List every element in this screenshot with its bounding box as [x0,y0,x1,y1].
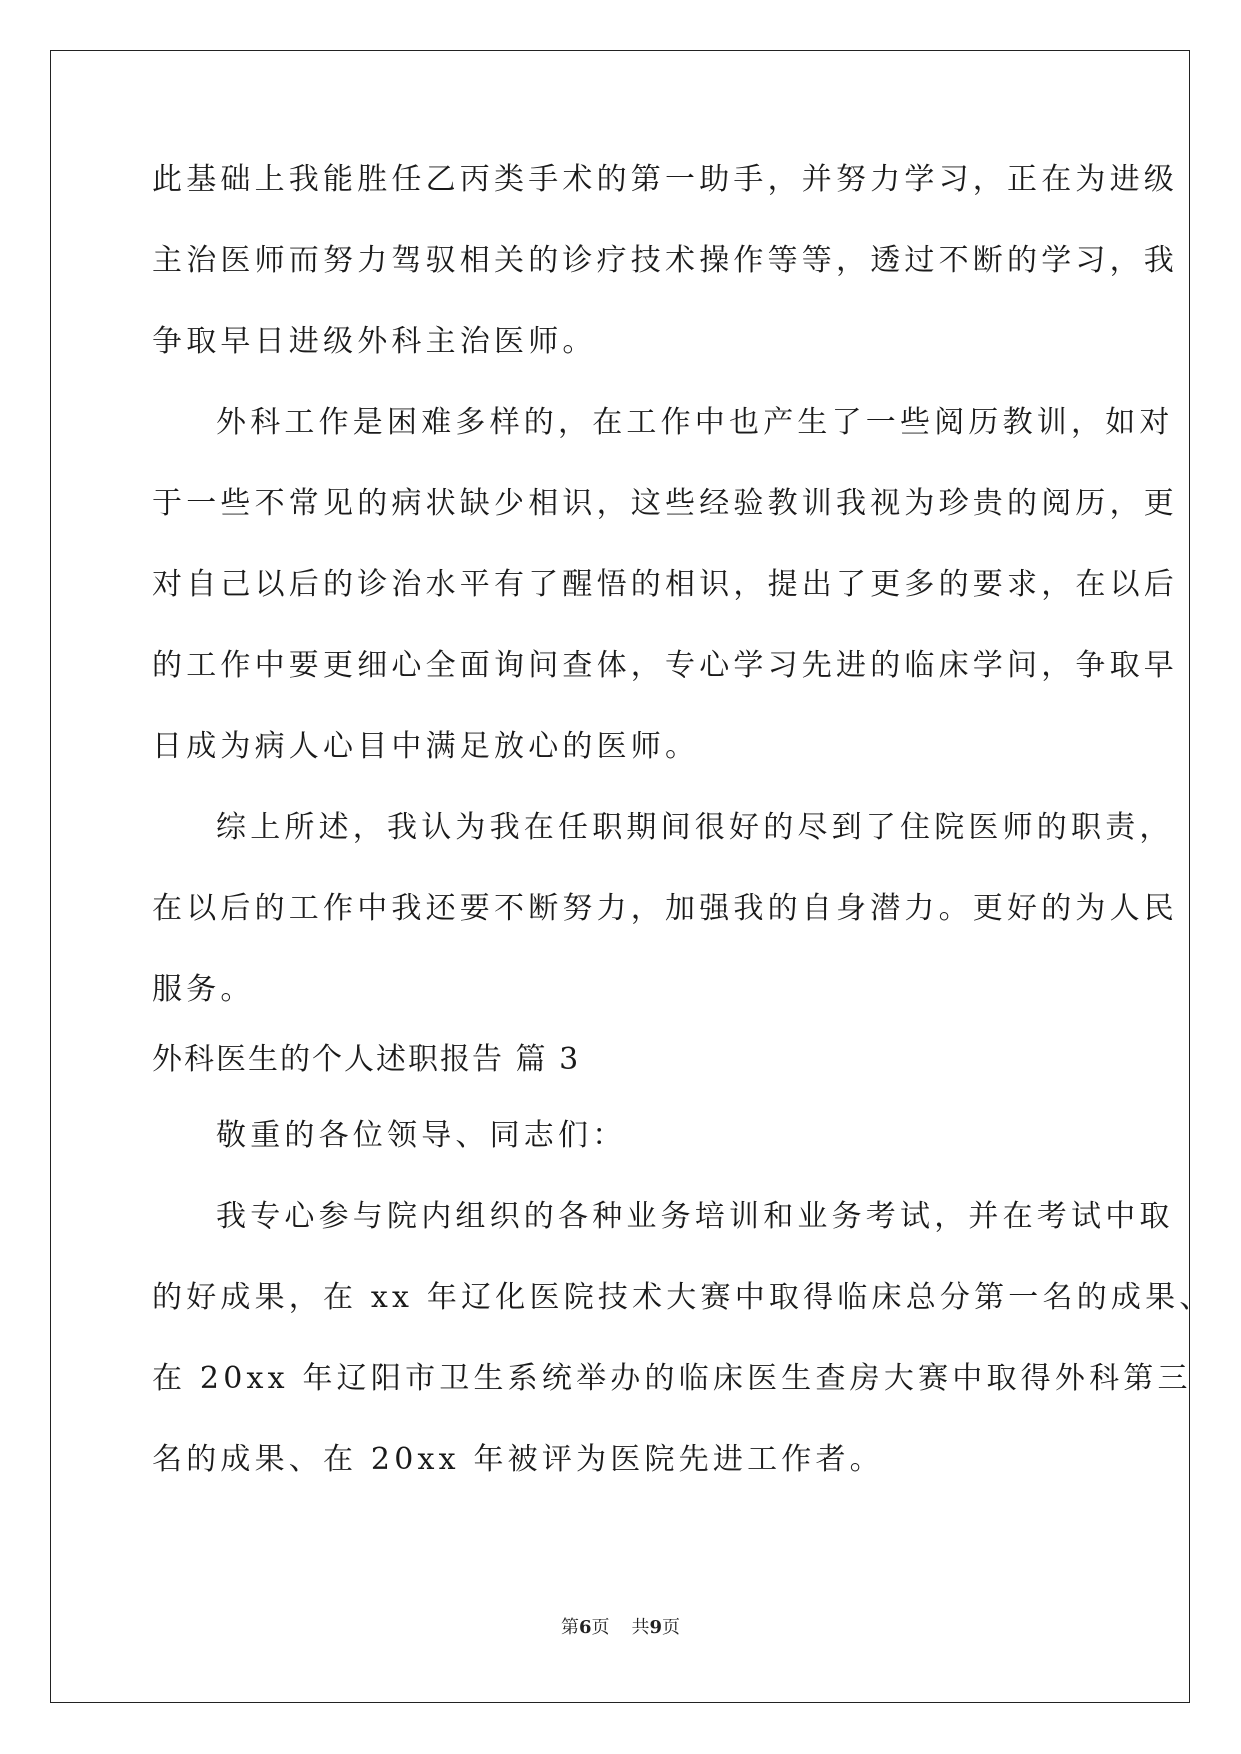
paragraph-line: 在 20xx 年辽阳市卫生系统举办的临床医生查房大赛中取得外科第三 [152,1361,1192,1396]
page-current: 6 [578,1617,592,1638]
paragraph-line: 服务。 [152,972,255,1007]
paragraph-line: 在以后的工作中我还要不断努力，加强我的自身潜力。更好的为人民 [152,891,1178,926]
paragraph-line: 于一些不常见的病状缺少相识，这些经验教训我视为珍贵的阅历，更 [152,486,1178,521]
paragraph-line: 对自己以后的诊治水平有了醒悟的相识，提出了更多的要求，在以后 [152,567,1178,602]
paragraph-line: 主治医师而努力驾驭相关的诊疗技术操作等等，透过不断的学习，我 [152,243,1178,278]
paragraph-line: 的工作中要更细心全面询问查体，专心学习先进的临床学问，争取早 [152,648,1178,683]
paragraph-line: 综上所述，我认为我在任职期间很好的尽到了住院医师的职责， [216,810,1174,845]
paragraph-line: 的好成果，在 xx 年辽化医院技术大赛中取得临床总分第一名的成果、 [152,1280,1214,1315]
paragraph-line: 争取早日进级外科主治医师。 [152,324,597,359]
paragraph-line: 此基础上我能胜任乙丙类手术的第一助手，并努力学习，正在为进级 [152,162,1178,197]
document-body [152,160,1214,1480]
page-unit: 页 [591,1617,610,1638]
paragraph-line: 外科工作是困难多样的，在工作中也产生了一些阅历教训，如对 [216,405,1174,440]
paragraph-line: 我专心参与院内组织的各种业务培训和业务考试，并在考试中取 [216,1199,1174,1234]
total-unit: 页 [662,1617,681,1638]
page-footer [0,1616,1241,1640]
paragraph-line: 名的成果、在 20xx 年被评为医院先进工作者。 [152,1442,884,1477]
paragraph-line: 日成为病人心目中满足放心的医师。 [152,729,700,764]
page-total: 9 [649,1617,663,1638]
total-prefix: 共 [631,1617,650,1638]
salutation-line: 敬重的各位领导、同志们： [216,1118,627,1153]
section-heading: 外科医生的个人述职报告 篇 3 [152,1042,581,1077]
page-prefix: 第 [560,1617,579,1638]
